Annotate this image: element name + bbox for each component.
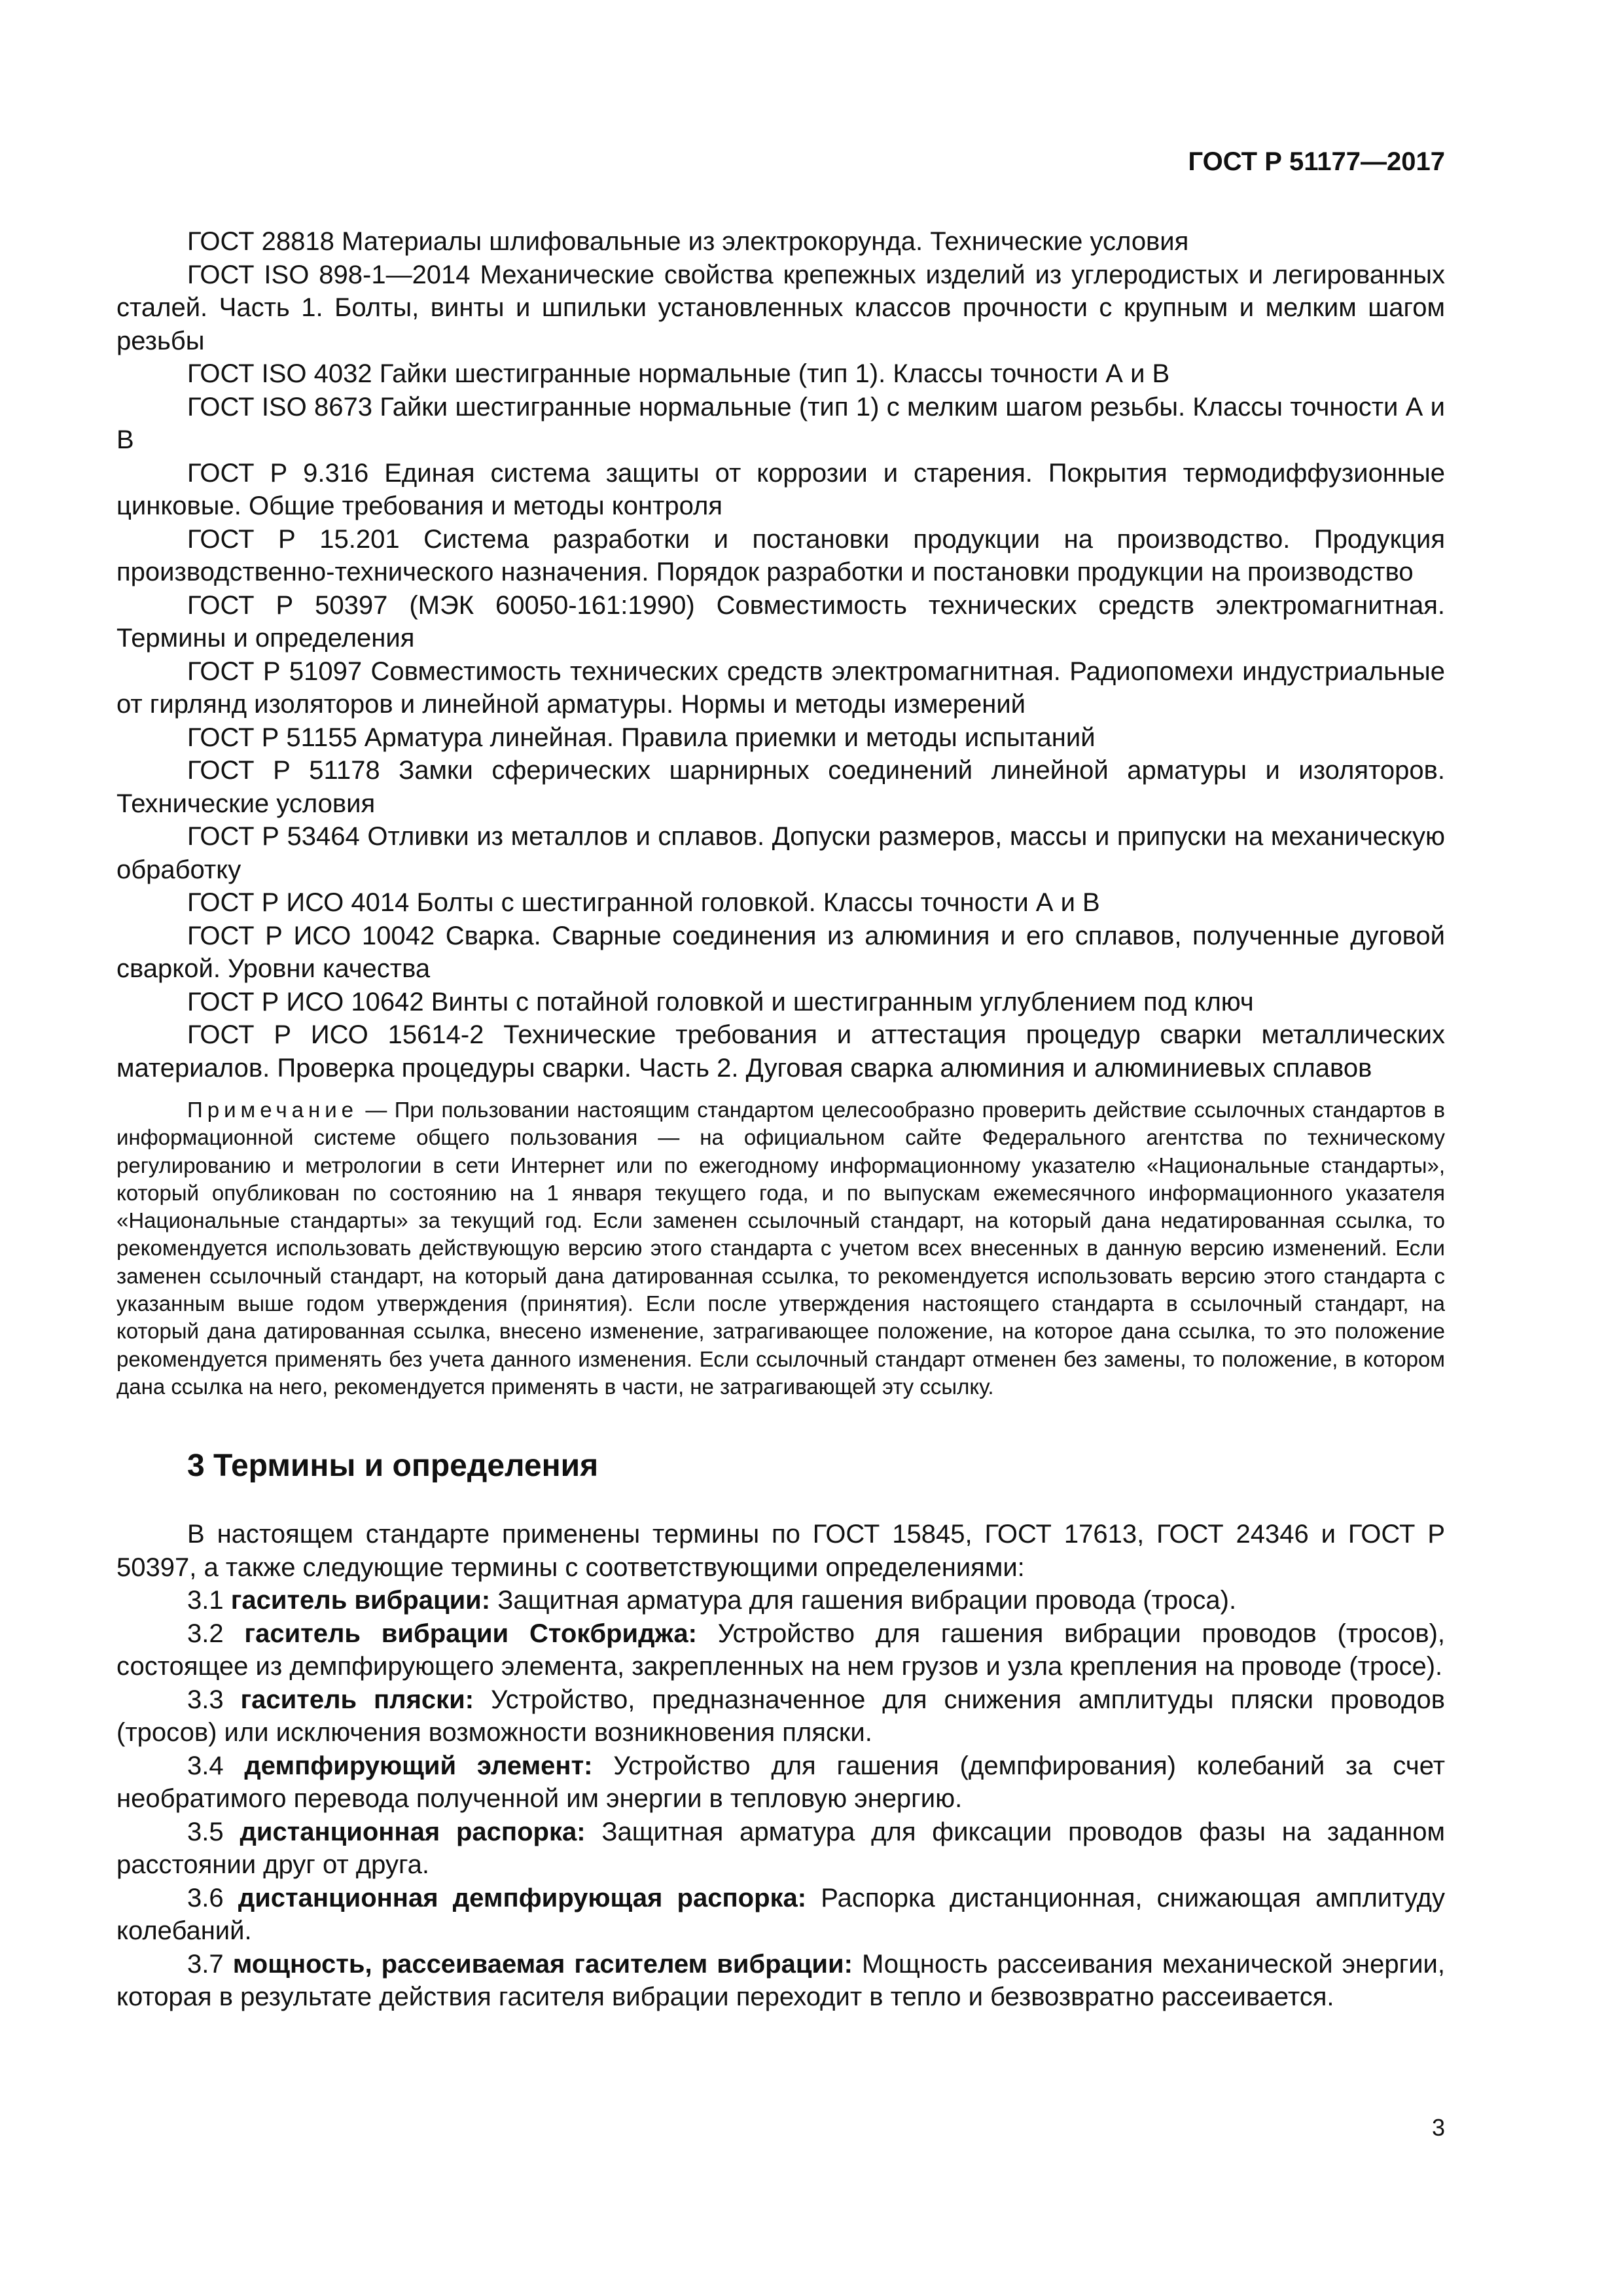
reference-item: ГОСТ ISO 898-1—2014 Механические свойства крепежных изделий из углеродистых и легированных сталей. Часть 1. Болты, винты и шпильки установленных классов прочности с крупным и мелким шагом резьбы [116,260,1445,355]
reference-item: ГОСТ Р ИСО 10042 Сварка. Сварные соединения из алюминия и его сплавов, полученные дуговой сваркой. Уровни качества [116,921,1445,983]
term-definition [116,1584,1445,1617]
note-paragraph [116,1096,1445,1401]
term-definition [116,1948,1445,2014]
reference-item: ГОСТ Р 9.316 Единая система защиты от коррозии и старения. Покрытия термодиффузионные цинковые. Общие требования и методы контроля [116,458,1445,520]
reference-item: ГОСТ ISO 8673 Гайки шестигранные нормальные (тип 1) с мелким шагом резьбы. Классы точности А и В [116,392,1445,454]
section-intro: В настоящем стандарте применены термины по ГОСТ 15845, ГОСТ 17613, ГОСТ 24346 и ГОСТ Р 50397, а также следующие термины с соответствующими определениями: [116,1520,1445,1582]
term-text: Защитная арматура для гашения вибрации провода (троса). [490,1586,1237,1615]
note-text: — При пользовании настоящим стандартом целесообразно проверить действие ссылочных стандартов в информационной системе общего пользования — на официальном сайте Федерального агентства по техническому регулированию и метрологии в сети Интернет или по ежегодному информационному указателю «Национальные стандарты», который опубликован по состоянию на 1 января текущего года, и по выпускам ежемесячного информационного указателя «Национальные стандарты» за текущий год. Если заменен ссылочный стандарт, на который дана недатированная ссылка, то рекомендуется использовать действующую версию этого стандарта с учетом всех внесенных в данную версию изменений. Если заменен ссылочный стандарт, на который дана датированная ссылка, то рекомендуется использовать версию этого стандарта с указанным выше годом утверждения (принятия). Если после утверждения настоящего стандарта в ссылочный стандарт, на который дана датированная ссылка, внесено изменение, затрагивающее положение, на которое дана ссылка, то это положение рекомендуется применять без учета данного изменения. Если ссылочный стандарт отменен без замены, то положение, в котором дана ссылка на него, рекомендуется применять в части, не затрагивающей эту ссылку. [116,1098,1445,1399]
section-title: 3 Термины и определения [187,1448,599,1484]
term-definition [116,1749,1445,1816]
note-label: Примечание [187,1098,359,1122]
reference-item: ГОСТ Р ИСО 15614-2 Технические требования и аттестация процедур сварки металлических материалов. Проверка процедуры сварки. Часть 2. Дуговая сварка алюминия и алюминиевых сплавов [116,1020,1445,1083]
reference-item: ГОСТ Р ИСО 4014 Болты с шестигранной головкой. Классы точности А и В [187,888,1100,917]
term-number: 3.4 [187,1751,245,1780]
term-name: демпфирующий элемент: [244,1751,593,1780]
term-name: дистанционная распорка: [240,1817,586,1846]
reference-item: ГОСТ 28818 Материалы шлифовальные из электрокорунда. Технические условия [187,227,1189,256]
page-content [116,225,1445,2014]
term-number: 3.2 [187,1619,245,1648]
term-text: Защитная арматура для фиксации проводов фазы на заданном расстоянии друг от друга. [116,1817,1446,1880]
term-name: мощность, рассеиваемая гасителем вибрации: [232,1949,853,1979]
reference-item: ГОСТ Р 51178 Замки сферических шарнирных соединений линейной арматуры и изоляторов. Технические условия [116,756,1445,818]
term-number: 3.1 [187,1586,231,1615]
term-text: Мощность рассеивания механической энергии, которая в результате действия гасителя вибрации переходит в тепло и безвозвратно рассеивается. [116,1949,1446,2012]
term-number: 3.3 [187,1685,241,1714]
term-definition [116,1617,1445,1683]
term-text: Распорка дистанционная, снижающая амплитуду колебаний. [116,1883,1446,1946]
references-list [116,225,1445,1085]
standard-header: ГОСТ Р 51177—2017 [1188,147,1445,176]
reference-item: ГОСТ Р 15.201 Система разработки и постановки продукции на производство. Продукция производственно-технического назначения. Порядок разработки и постановки продукции на производство [116,524,1445,586]
reference-item: ГОСТ Р 51097 Совместимость технических средств электромагнитная. Радиопомехи индустриальные от гирлянд изоляторов и линейной арматуры. Нормы и методы измерений [116,656,1445,719]
reference-item: ГОСТ Р ИСО 10642 Винты с потайной головкой и шестигранным углублением под ключ [187,987,1254,1016]
term-text: Устройство для гашения (демпфирования) колебаний за счет необратимого перевода полученной им энергии в тепловую энергию. [116,1751,1446,1814]
term-definition [116,1816,1445,1882]
page-number: 3 [1431,2114,1445,2141]
reference-item: ГОСТ ISO 4032 Гайки шестигранные нормальные (тип 1). Классы точности А и В [187,359,1170,388]
reference-item: ГОСТ Р 53464 Отливки из металлов и сплавов. Допуски размеров, массы и припуски на механическую обработку [116,822,1445,884]
term-number: 3.5 [187,1817,240,1846]
reference-item: ГОСТ Р 50397 (МЭК 60050-161:1990) Совместимость технических средств электромагнитная. Термины и определения [116,590,1445,653]
term-number: 3.6 [187,1883,238,1912]
term-number: 3.7 [187,1949,233,1979]
term-name: гаситель вибрации Стокбриджа: [244,1619,697,1648]
term-name: гаситель пляски: [240,1685,474,1714]
term-name: дистанционная демпфирующая распорка: [238,1883,807,1912]
term-name: гаситель вибрации: [230,1586,491,1615]
reference-item: ГОСТ Р 51155 Арматура линейная. Правила приемки и методы испытаний [187,723,1096,752]
term-definition [116,1882,1445,1948]
term-text: Устройство для гашения вибрации проводов (тросов), состоящее из демпфирующего элемента, закрепленных на нем грузов и узла крепления на проводе (тросе). [116,1619,1446,1681]
term-text: Устройство, предназначенное для снижения амплитуды пляски проводов (тросов) или исключения возможности возникновения пляски. [116,1685,1446,1748]
term-definition [116,1683,1445,1749]
